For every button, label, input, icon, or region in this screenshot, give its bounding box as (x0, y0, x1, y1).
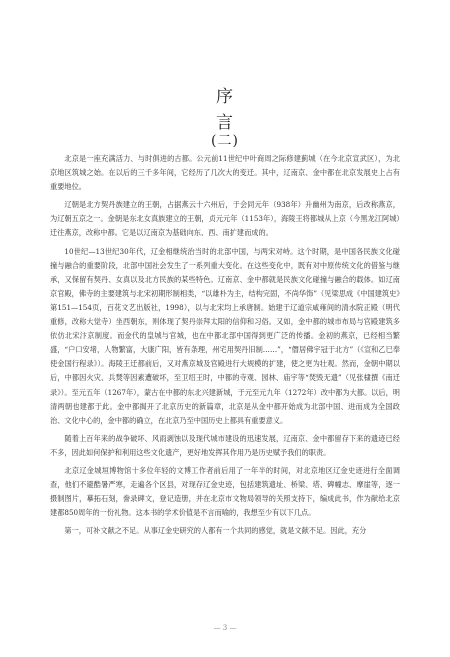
body-text (50, 152, 400, 538)
subtitle-part-two: (二) (211, 133, 239, 149)
paragraph-1: 北京是一座充满活力、与时俱进的古都。公元前11世纪中叶商周之际修建蓟城（在今北京宣武区），为北京地区筑城之始。在以后的三千多年间，它经历了几次大的变迁。其中，辽南京、金中都在北京发展史上占有重要地位。 (50, 154, 400, 192)
paragraph-4: 随着上百年来的战争破坏、风雨剥蚀以及现代城市建设的迅速发展，辽南京、金中都留存下来的遗迹已经不多，因此如何保护和利用这些文化遗产，更好地发挥其作用乃是历史赋予我们的职责。 (50, 433, 400, 457)
paragraph-6: 第一，可补文献之不足。从事辽金史研究的人都有一个共同的感觉，就是文献不足。因此，充分 (64, 526, 367, 536)
page-number: — 3 — (213, 624, 237, 632)
paragraph-3: 10世纪—13世纪30年代，辽金相继统治当时的北部中国，与两宋对峙。这个时期，是中国各民族文化碰撞与融合的重要阶段，北部中国社会发生了一系列重大变化。在这些变化中，既有对中原传统文化的借鉴与继承，又保留有契丹、女真以及北方民族的某些特色。辽南京、金中都就是民族文化碰撞与融合的载体。如辽南京官殿，佛寺的主要建筑与北宋初期形制相类，“以雄朴为主，结构完固，不尚华饰”（见梁思成《中国建筑史》第151—154页，百花文艺出版社，1998），以与北宋均上承唐制。始建于辽道宗咸雍间的清水院正殿（明代重修，改称大觉寺）坐西朝东，则体现了契丹崇拜太阳的信仰和习俗。又如，金中都的城市布局与官殿建筑多依仿北宋汴京制度。而金代的皇城与官城，也在中都北部中国得到更广泛的传播。金初的燕京，已经相当繁盛，“户口安堵，人物繁富，大康广阳，皆有条理，州宅用契丹旧制……”，“僭居佛宇冠于北方”（《宣和乙巳奉使金国行程录》）。海陵王迁都前后，又对燕京城及官殿进行大规模的扩建，使之更为壮观。然而，金朝中期以后，中都因火灾、兵燹等因素遭破坏，至卫绍王时，中都的寺观、园林、庙宇等“焚毁无遗”（见张棣撰《南迁录》）。至元五年（1267年），蒙古在中都的东北兴建新城，于元至元九年（1272年）改中都为大都。以后，明清两朝也建都于此。金中都揭开了北京历史的新篇章，北京是从金中都开始成为北部中国、进而成为全国政治、文化中心的，金中都的确立，在北京乃至中国历史上都具有重要意义。 (50, 246, 400, 425)
title-xu: 序 (216, 87, 234, 107)
paragraph-5: 北京辽金城垣博物馆十多位年轻的文博工作者前后用了一年半的时间，对北京地区辽金史迹进行全面调查，他们不避酷暑严寒，走遍各个区县，对现存辽金史迹，包括建筑遗址、桥梁、塔、碑幢志、摩崖等，逐一摄制图片，摹拓石刻，誊录碑文，登记造册，并在北京市文物局领导的关照支持下，编成此书，作为献给北京建都850周年的一份礼物。这本书的学术价值是不言而喻的，我想至少有以下几点。 (50, 465, 400, 518)
paragraph-2: 辽朝是北方契丹族建立的王朝，占据燕云十六州后，于会同元年（938年）升幽州为南京，后改称燕京，为辽朝五京之一。金朝是东北女真族建立的王朝，贞元元年（1153年），海陵王将都城从上京（今黑龙江阿城）迁往燕京，改称中都。它是以辽南京为基础向东、西、南扩建而成的。 (50, 200, 400, 238)
title-yan: 言 (216, 113, 234, 133)
